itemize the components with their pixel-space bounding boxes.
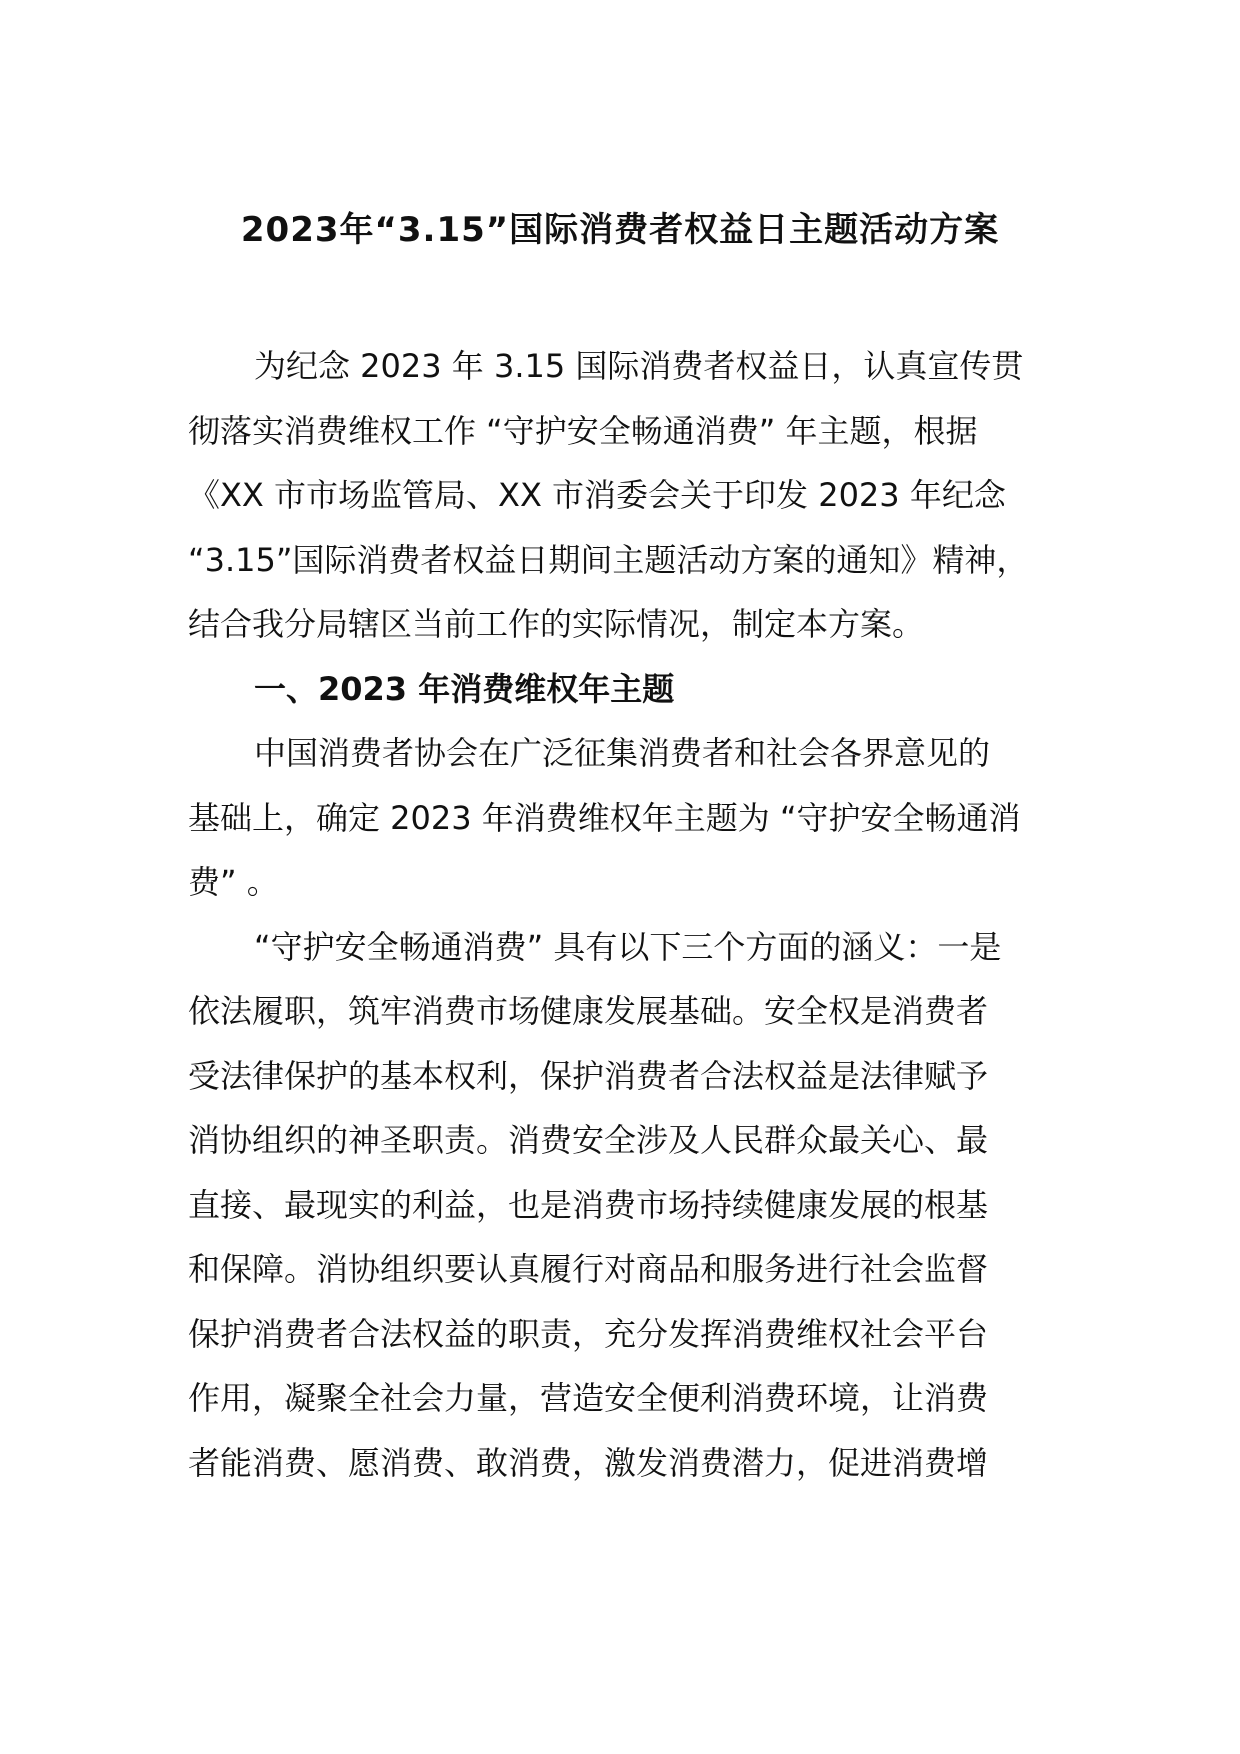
paragraph-line: 者能消费、愿消费、敢消费，激发消费潜力，促进消费增 [188,1443,989,1482]
section-heading-text: 一、2023 年消费维权年主题 [254,669,675,708]
intro-line: 为纪念 2023 年 3.15 国际消费者权益日，认真宣传贯 [254,347,1024,385]
paragraph-line: 基础上，确定 2023 年消费维权年主题为 “守护安全畅通消 [188,798,1021,837]
intro-paragraph [188,334,1058,657]
paragraph-line: 直接、最现实的利益，也是消费市场持续健康发展的根基 [188,1185,989,1224]
document-body [188,334,1058,1495]
paragraph-line: 依法履职，筑牢消费市场健康发展基础。安全权是消费者 [188,992,989,1030]
intro-line: 《XX 市市场监管局、XX 市消委会关于印发 2023 年纪念 [188,476,1006,514]
paragraph-line: “守护安全畅通消费” 具有以下三个方面的涵义：一是 [254,927,1002,966]
paragraph-line: 消协组织的神圣职责。消费安全涉及人民群众最关心、最 [188,1121,989,1159]
paragraph-line: 作用，凝聚全社会力量，营造安全便利消费环境，让消费 [188,1379,989,1417]
paragraph-line: 受法律保护的基本权利，保护消费者合法权益是法律赋予 [188,1056,989,1095]
paragraph-line: 和保障。消协组织要认真履行对商品和服务进行社会监督 [188,1250,989,1288]
intro-line: 结合我分局辖区当前工作的实际情况，制定本方案。 [188,605,925,643]
document-title: 2023年“3.15”国际消费者权益日主题活动方案 [240,210,1000,250]
paragraph-1 [188,721,1058,915]
intro-line: “3.15”国际消费者权益日期间主题活动方案的通知》精神， [188,540,1029,579]
paragraph-line: 保护消费者合法权益的职责，充分发挥消费维权社会平台 [188,1314,989,1353]
paragraph-line: 中国消费者协会在广泛征集消费者和社会各界意见的 [254,734,991,772]
paragraph-2 [188,915,1058,1496]
intro-line: 彻落实消费维权工作 “守护安全畅通消费” 年主题，根据 [188,411,978,450]
paragraph-line: 费” 。 [188,863,279,901]
section-heading-1 [188,657,1058,722]
